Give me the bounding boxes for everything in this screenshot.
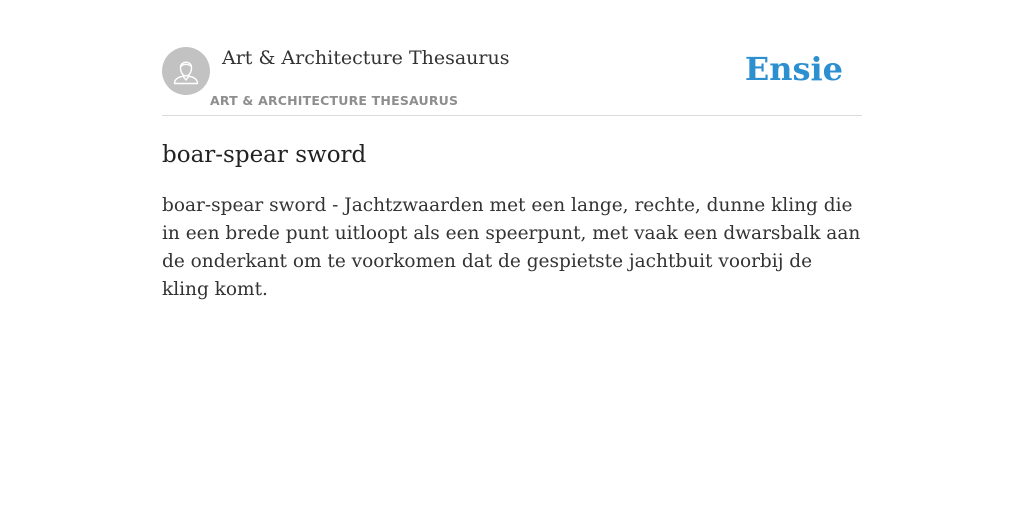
author-subtitle[interactable]: ART & ARCHITECTURE THESAURUS [210,93,459,108]
header [162,0,862,116]
brand-logo[interactable]: Ensie [744,50,843,88]
user-placeholder-icon [162,47,210,95]
entry-title: boar-spear sword [162,142,367,168]
content-container [162,0,862,300]
entry-definition: boar-spear sword - Jachtzwaarden met een lange, rechte, dunne kling die in een brede punt uitloopt als een speerpunt, met vaak een dwarsbalk aan de onderkant om te voorkomen dat de gespietste jachtbuit voorbij de kling komt. [162,195,861,300]
author-name[interactable]: Art & Architecture Thesaurus [222,47,510,69]
avatar[interactable] [162,47,210,95]
